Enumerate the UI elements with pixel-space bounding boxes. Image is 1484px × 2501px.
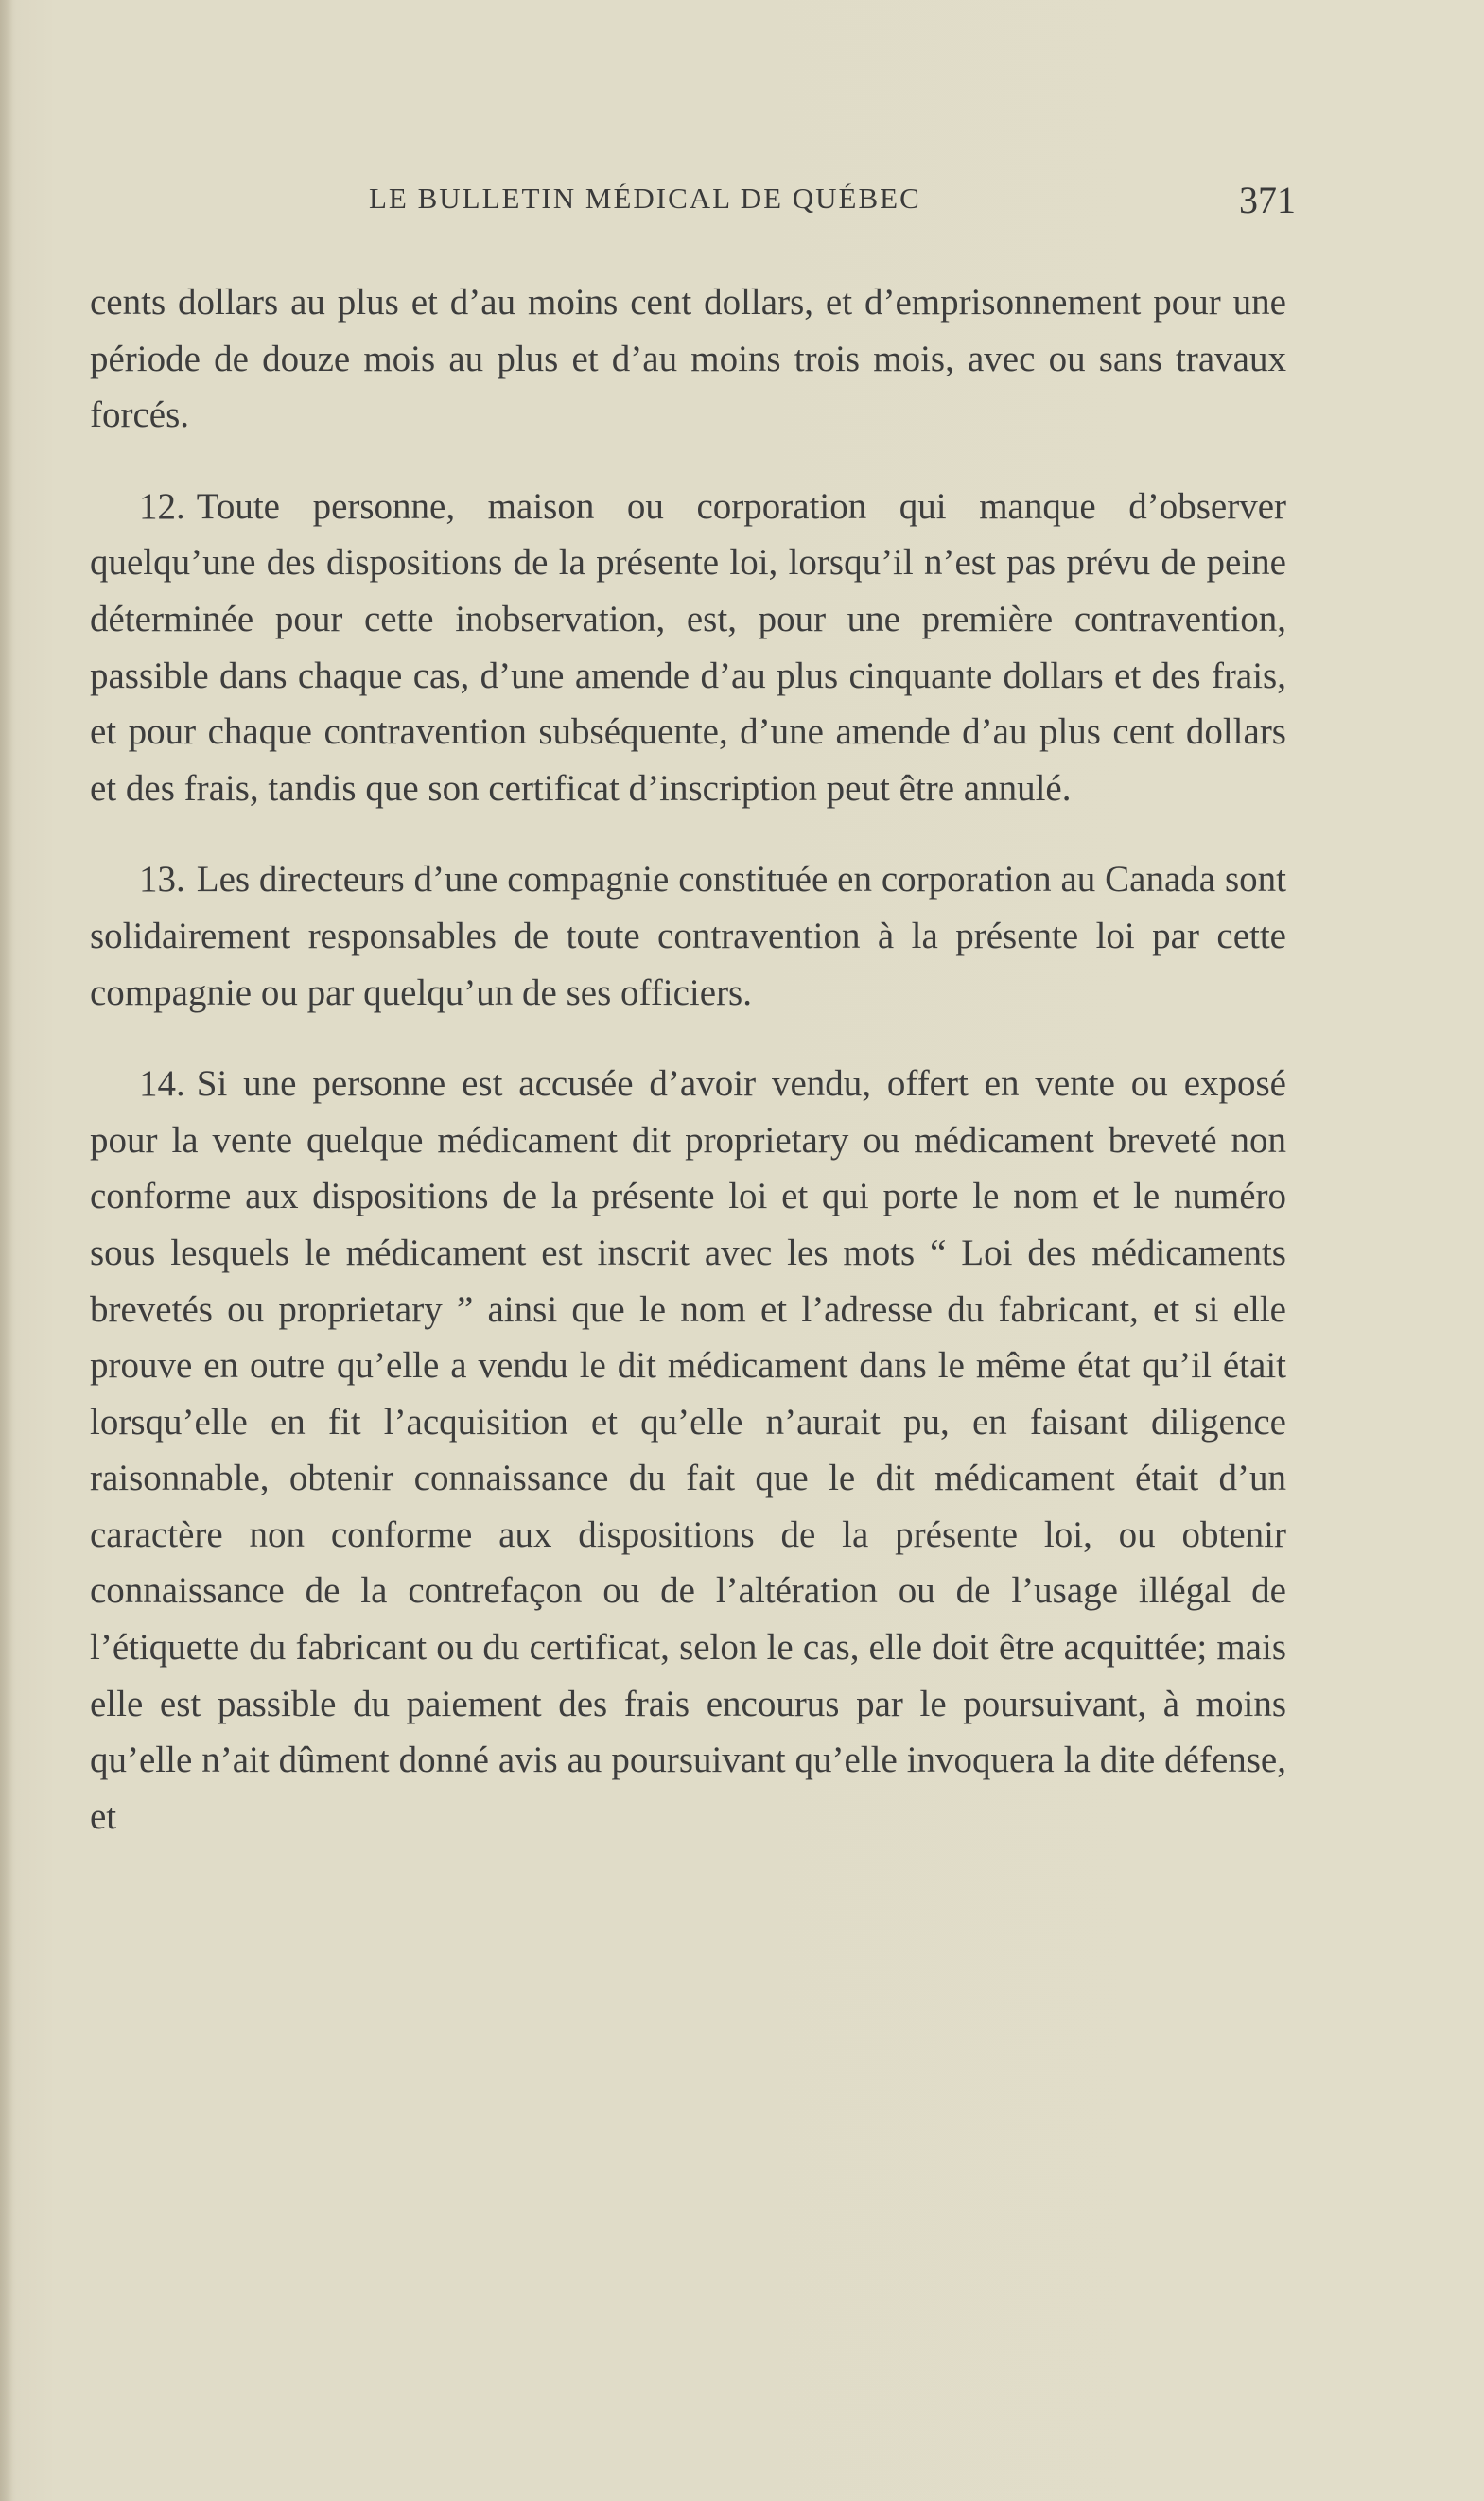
page-number: 371 [1239, 179, 1296, 221]
body-text [90, 274, 1286, 1880]
article-number: 12. [139, 485, 185, 527]
paragraph-article-13 [90, 851, 1286, 1021]
paragraph-text: cents dollars au plus et d’au moins cent dollars, et d’emprisonnement pour une période de douze mois au plus et d’au moins trois mois, avec ou sans travaux forcés. [90, 282, 1286, 436]
paragraph-text: Les directeurs d’une compagnie constituée en corporation au Canada sont solidairement responsables de toute contravention à la présente loi par cette compagnie ou par quelqu’un de ses officiers. [90, 859, 1286, 1013]
running-head [90, 178, 1296, 235]
article-number: 13. [139, 859, 185, 901]
page-edge-shadow [0, 0, 13, 2501]
paragraph-continuation [90, 274, 1286, 444]
paragraph-text: Toute personne, maison ou corporation qui manque d’observer quelqu’une des dispositions de la présente loi, lorsqu’il n’est pas prévu de peine déterminée pour cette inobservation, est, pour une première contravention, passible dans chaque cas, d’une amende d’au plus cinquante dollars et des frais, et pour chaque contravention subséquente, d’une amende d’au plus cent dollars et des frais, tandis que son certificat d’inscription peut être annulé. [90, 485, 1286, 809]
journal-title: LE BULLETIN MÉDICAL DE QUÉBEC [369, 182, 921, 215]
paragraph-article-12 [90, 479, 1286, 817]
article-number: 14. [139, 1063, 185, 1105]
paragraph-text: Si une personne est accusée d’avoir vendu, offert en vente ou exposé pour la vente quelque médicament dit proprietary ou médicament breveté non conforme aux dispositions de la présente loi et qui porte le nom et le numéro sous lesquels le médicament est inscrit avec les mots “ Loi des médicaments brevetés ou proprietary ” ainsi que le nom et l’adresse du fabricant, et si elle prouve en outre qu’elle a vendu le dit médicament dans le même état qu’il était lorsqu’elle en fit l’acquisition et qu’elle n’aurait pu, en faisant diligence raisonnable, obtenir connaissance du fait que le dit médicament était d’un caractère non conforme aux dispositions de la présente loi, ou obtenir connaissance de la contrefaçon ou de l’altération ou de l’usage illégal de l’étiquette du fabricant ou du certificat, selon le cas, elle doit être acquittée; mais elle est passible du paiement des frais encourus par le poursuivant, à moins qu’elle n’ait dûment donné avis au poursuivant qu’elle invoquera la dite défense, et [90, 1063, 1286, 1837]
paragraph-article-14 [90, 1056, 1286, 1845]
